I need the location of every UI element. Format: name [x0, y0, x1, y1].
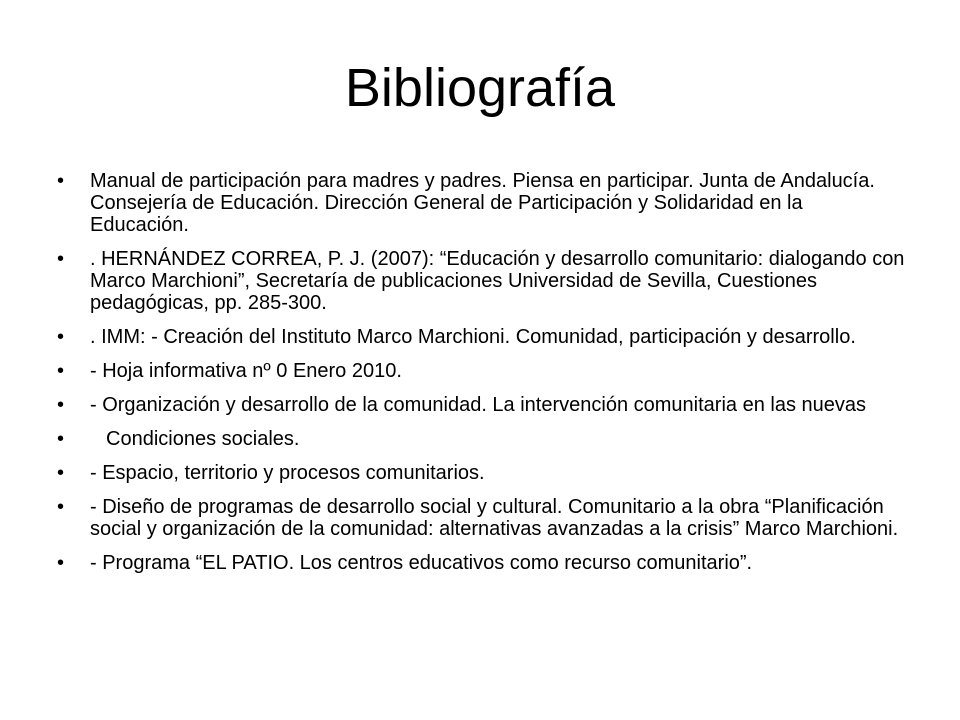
bullet-icon: • — [57, 326, 65, 348]
bullet-icon: • — [57, 248, 65, 270]
bullet-icon: • — [57, 462, 65, 484]
list-item-text: . IMM: - Creación del Instituto Marco Marchioni. Comunidad, participación y desarrollo. — [90, 326, 856, 348]
list-item-text: - Organización y desarrollo de la comunidad. La intervención comunitaria en las nuevas — [90, 394, 866, 416]
bullet-icon: • — [57, 394, 65, 416]
list-item — [55, 326, 905, 348]
bullet-icon: • — [57, 496, 65, 518]
list-item — [55, 496, 905, 540]
list-item-text: Manual de participación para madres y padres. Piensa en participar. Junta de Andalucía. Consejería de Educación. Dirección General de Participación y Solidaridad en la Educación. — [90, 170, 875, 236]
list-item-text: Condiciones sociales. — [106, 428, 300, 450]
list-item-text: . HERNÁNDEZ CORREA, P. J. (2007): “Educación y desarrollo comunitario: dialogando con Marco Marchioni”, Secretaría de publicaciones Universidad de Sevilla, Cuestiones pedagógicas, pp. 285-300. — [90, 248, 905, 314]
list-item — [55, 552, 905, 574]
list-item — [55, 428, 905, 450]
bibliography-list — [55, 170, 905, 586]
list-item-text: - Diseño de programas de desarrollo social y cultural. Comunitario a la obra “Planificación social y organización de la comunidad: alternativas avanzadas a la crisis” Marco Marchioni. — [90, 496, 899, 540]
list-item — [55, 248, 905, 314]
list-item — [55, 170, 905, 236]
bullet-icon: • — [57, 552, 65, 574]
list-item — [55, 360, 905, 382]
bullet-icon: • — [57, 170, 65, 192]
bullet-icon: • — [57, 428, 65, 450]
list-item-text: - Espacio, territorio y procesos comunitarios. — [90, 462, 485, 484]
list-item-text: - Programa “EL PATIO. Los centros educativos como recurso comunitario”. — [90, 552, 753, 574]
bullet-icon: • — [57, 360, 65, 382]
list-item-text: - Hoja informativa nº 0 Enero 2010. — [90, 360, 402, 382]
slide-title: Bibliografía — [344, 58, 616, 118]
list-item — [55, 394, 905, 416]
list-item — [55, 462, 905, 484]
